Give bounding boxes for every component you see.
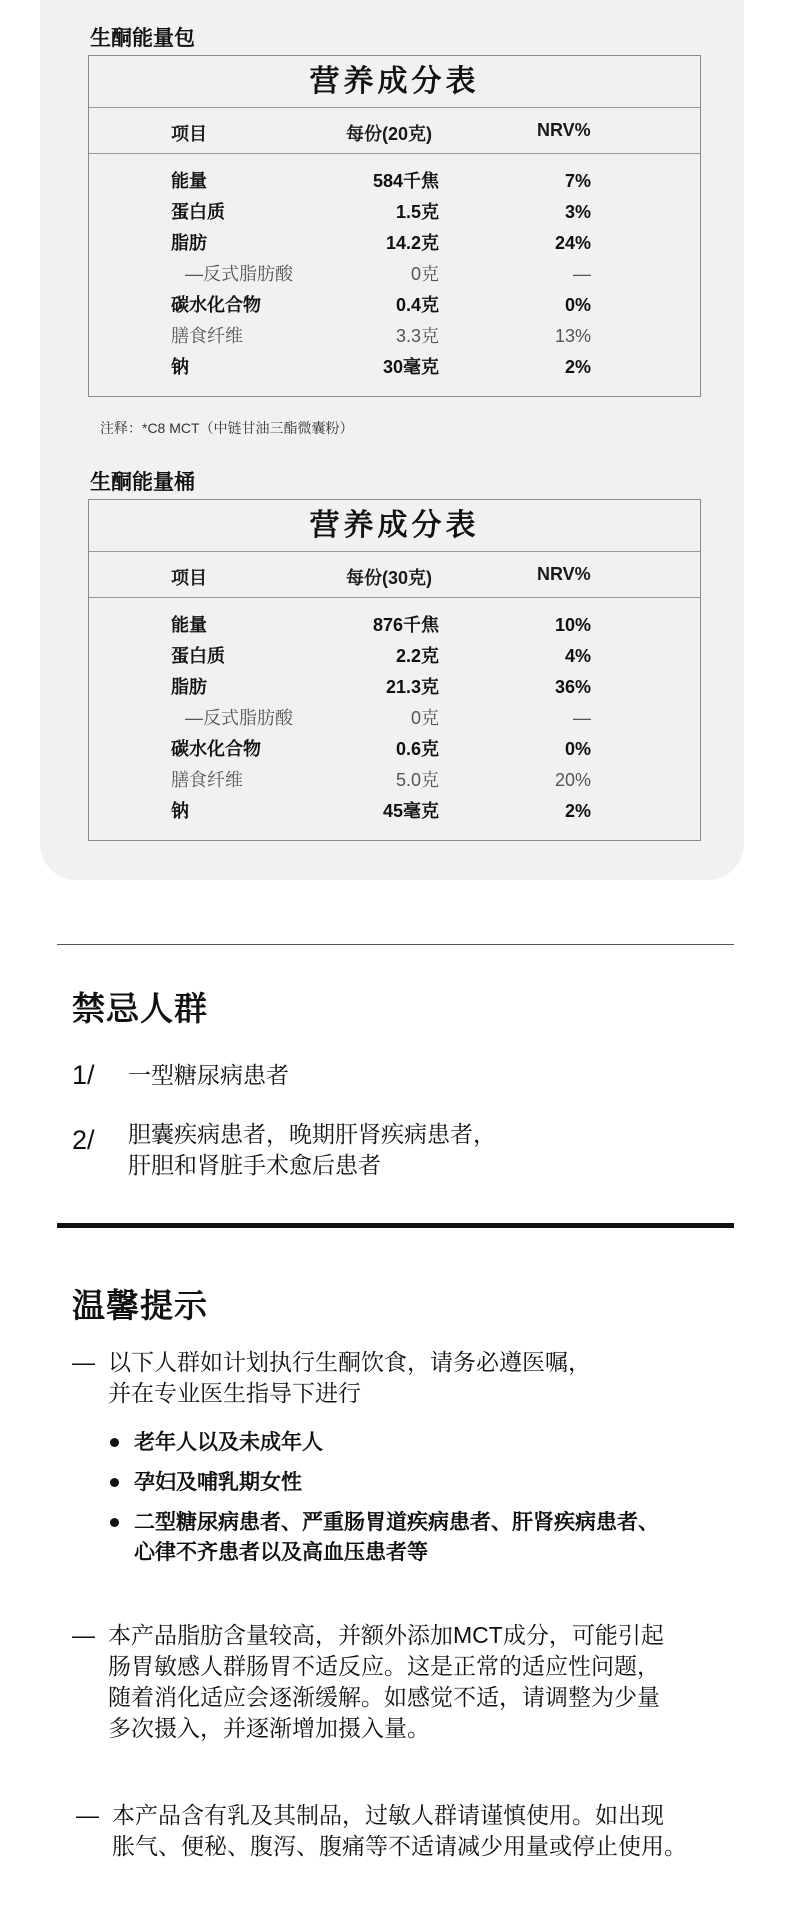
bullet-item: 老年人以及未成年人: [134, 1431, 323, 1454]
nutrient-amount: 1.5克: [395, 202, 439, 222]
nutrient-name: 钠: [171, 357, 189, 377]
nutrient-row: [89, 641, 700, 671]
bullet-dot: [110, 1518, 119, 1527]
nutrient-name: 膳食纤维: [171, 326, 243, 346]
nutrient-amount: 0克: [410, 264, 439, 284]
nutrient-row: [89, 321, 700, 351]
tip-line: 多次摄入，并逐渐增加摄入量。: [108, 1715, 430, 1741]
nutrient-name: 膳食纤维: [171, 770, 243, 790]
facts-title: 营养成分表: [89, 500, 700, 552]
nutrient-row: [89, 228, 700, 258]
nutrient-row: [89, 259, 700, 289]
nutrient-amount: 0克: [410, 708, 439, 728]
nutrient-name: 蛋白质: [171, 646, 225, 666]
bullet-item: 心律不齐患者以及高血压患者等: [134, 1541, 428, 1564]
nutrient-row: [89, 703, 700, 733]
nutrient-row: [89, 352, 700, 382]
nutrient-amount: 14.2克: [385, 233, 439, 253]
nutrient-row: [89, 672, 700, 702]
product-title-pack: 生酮能量包: [90, 27, 195, 50]
nutrient-name: 能量: [171, 615, 207, 635]
nutrient-nrv: 0%: [564, 739, 591, 759]
tip-line: 随着消化适应会逐渐缓解。如感觉不适，请调整为少量: [108, 1684, 660, 1710]
tip-line: 本产品含有乳及其制品，过敏人群请谨慎使用。如出现: [112, 1802, 664, 1828]
contraindications-title: 禁忌人群: [72, 990, 208, 1027]
nutrient-name: —反式脂肪酸: [185, 708, 293, 728]
nutrient-name: 脂肪: [171, 233, 207, 253]
tip-line: 以下人群如计划执行生酮饮食，请务必遵医嘱，: [108, 1349, 591, 1375]
nutrient-name: 钠: [171, 801, 189, 821]
tip-line: 本产品脂肪含量较高，并额外添加MCT成分，可能引起: [108, 1622, 664, 1648]
item-number: 2/: [72, 1125, 95, 1155]
bullet-item: 二型糖尿病患者、严重肠胃道疾病患者、肝肾疾病患者、: [134, 1511, 659, 1534]
section-divider: [57, 944, 734, 945]
nutrient-name: 碳水化合物: [171, 739, 261, 759]
nutrient-nrv: 2%: [564, 801, 591, 821]
nutrient-nrv: 20%: [554, 770, 591, 790]
contraindication-line: 肝胆和肾脏手术愈后患者: [128, 1152, 381, 1178]
dash: —: [72, 1622, 95, 1648]
nutrient-nrv: 7%: [564, 171, 591, 191]
facts-header-row: [89, 108, 700, 154]
nutrient-name: —反式脂肪酸: [185, 264, 293, 284]
nutrient-nrv: 3%: [564, 202, 591, 222]
nutrient-nrv: 13%: [554, 326, 591, 346]
header-serving: 每份(30克): [345, 568, 432, 588]
tips-title: 温馨提示: [72, 1287, 208, 1324]
dash: —: [72, 1349, 95, 1375]
dash: —: [76, 1802, 99, 1828]
header-nrv: NRV%: [537, 564, 591, 584]
nutrition-facts-table-bucket: [88, 499, 701, 841]
facts-title: 营养成分表: [89, 56, 700, 108]
nutrient-amount: 0.4克: [395, 295, 439, 315]
nutrient-row: [89, 734, 700, 764]
nutrient-row: [89, 197, 700, 227]
nutrient-name: 碳水化合物: [171, 295, 261, 315]
contraindication-line: 胆囊疾病患者，晚期肝肾疾病患者，: [128, 1121, 496, 1147]
nutrient-nrv: 0%: [564, 295, 591, 315]
nutrient-amount: 5.0克: [395, 770, 439, 790]
nutrient-amount: 21.3克: [385, 677, 439, 697]
nutrient-nrv: —: [573, 264, 591, 284]
bullet-dot: [110, 1438, 119, 1447]
nutrient-amount: 30毫克: [382, 357, 439, 377]
bullet-item: 孕妇及哺乳期女性: [134, 1471, 302, 1494]
nutrient-nrv: —: [573, 708, 591, 728]
header-item: 项目: [171, 124, 207, 144]
nutrient-name: 能量: [171, 171, 207, 191]
nutrient-amount: 584千焦: [372, 171, 439, 191]
nutrient-row: [89, 290, 700, 320]
nutrient-amount: 3.3克: [395, 326, 439, 346]
nutrient-name: 脂肪: [171, 677, 207, 697]
nutrient-amount: 0.6克: [395, 739, 439, 759]
facts-header-row: [89, 552, 700, 598]
header-nrv: NRV%: [537, 120, 591, 140]
nutrient-nrv: 4%: [564, 646, 591, 666]
nutrient-amount: 876千焦: [372, 615, 439, 635]
tip-line: 胀气、便秘、腹泻、腹痛等不适请减少用量或停止使用。: [112, 1833, 687, 1859]
nutrient-nrv: 10%: [554, 615, 591, 635]
tip-line: 并在专业医生指导下进行: [108, 1380, 361, 1406]
nutrient-nrv: 2%: [564, 357, 591, 377]
item-number: 1/: [72, 1060, 95, 1090]
tip-line: 肠胃敏感人群肠胃不适反应。这是正常的适应性问题，: [108, 1653, 660, 1679]
nutrition-facts-table-pack: [88, 55, 701, 397]
header-serving: 每份(20克): [345, 124, 432, 144]
bullet-dot: [110, 1478, 119, 1487]
nutrient-amount: 2.2克: [395, 646, 439, 666]
nutrient-row: [89, 796, 700, 826]
nutrient-amount: 45毫克: [382, 801, 439, 821]
nutrient-nrv: 24%: [554, 233, 591, 253]
footnote: 注释：*C8 MCT（中链甘油三酯微囊粉）: [100, 420, 354, 436]
nutrient-nrv: 36%: [554, 677, 591, 697]
nutrient-name: 蛋白质: [171, 202, 225, 222]
header-item: 项目: [171, 568, 207, 588]
product-title-bucket: 生酮能量桶: [90, 471, 195, 494]
nutrient-row: [89, 166, 700, 196]
nutrient-row: [89, 610, 700, 640]
nutrient-row: [89, 765, 700, 795]
section-divider-thick: [57, 1223, 734, 1228]
contraindication-line: 一型糖尿病患者: [128, 1062, 289, 1088]
